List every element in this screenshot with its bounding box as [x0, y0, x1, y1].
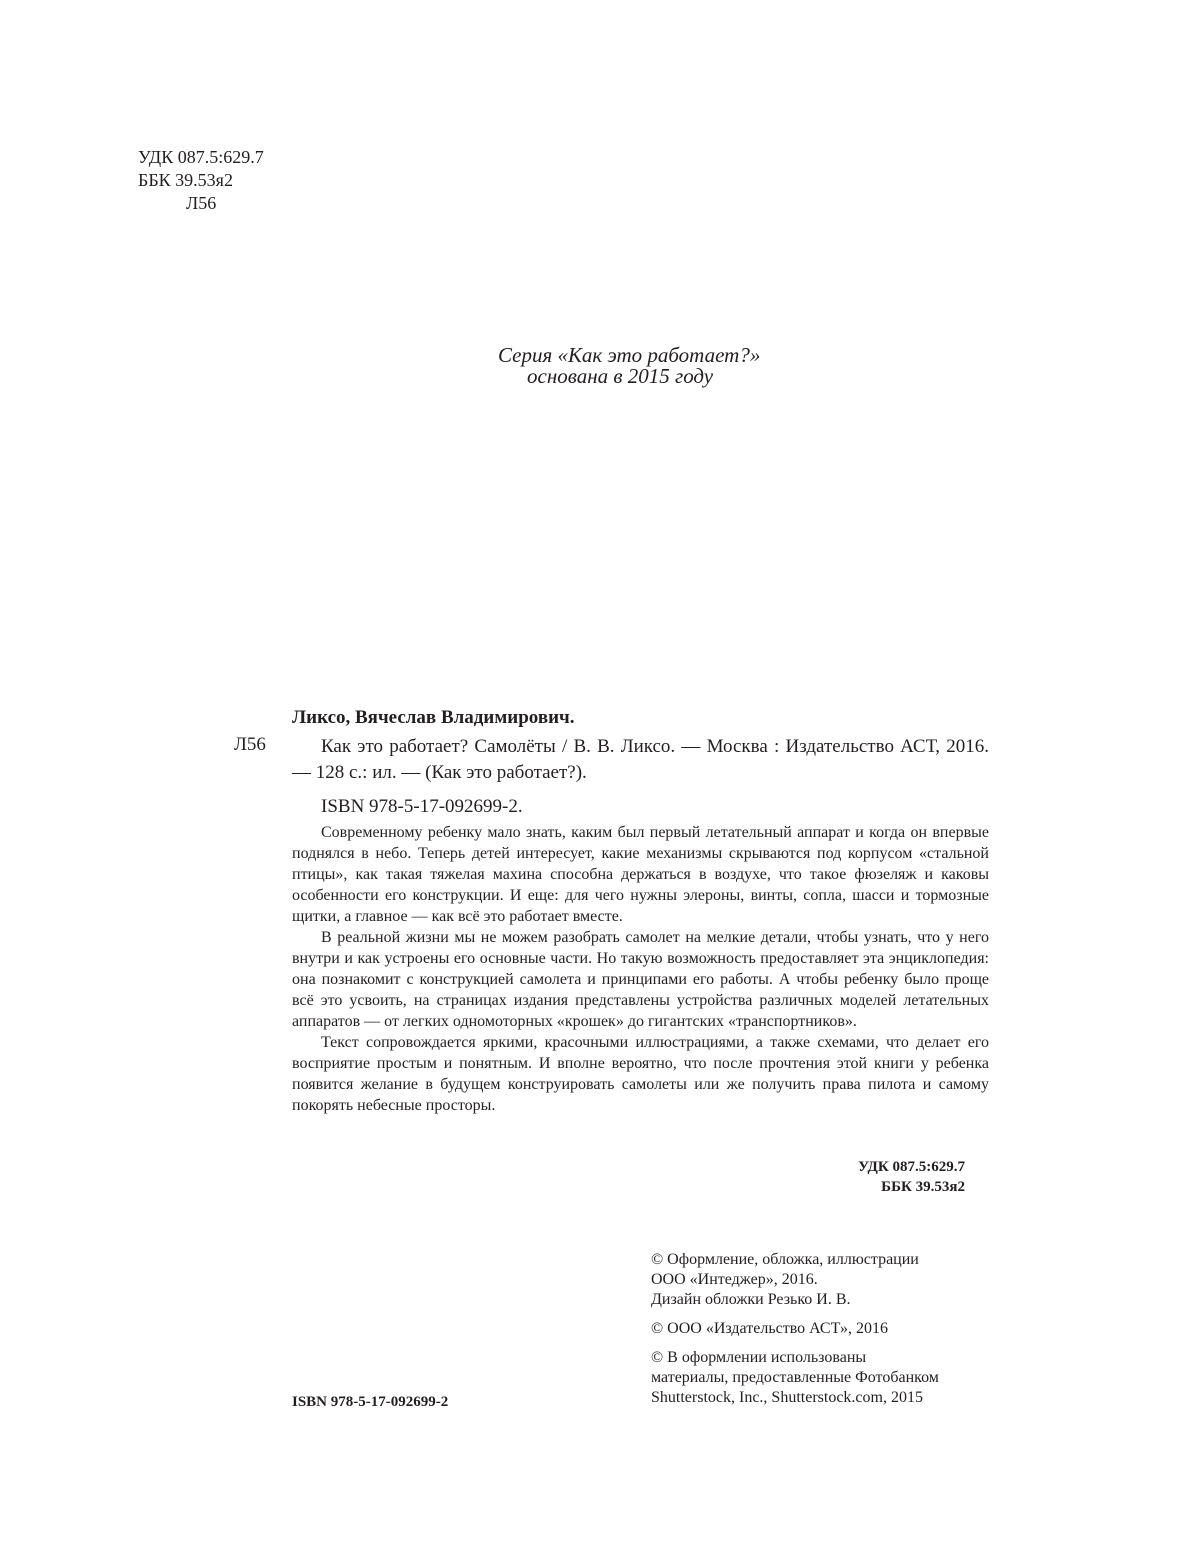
bottom-udk-code: УДК 087.5:629.7 — [858, 1159, 965, 1175]
catalog-author: Ликсо, Вячеслав Владимирович. — [292, 707, 575, 728]
copyright-photos-line-1: © В оформлении использованы — [651, 1349, 867, 1366]
copyright-publisher: © ООО «Издательство АСТ», 2016 — [651, 1320, 888, 1337]
udk-code: УДК 087.5:629.7 — [138, 147, 264, 167]
copyright-photos-line-3: Shutterstock, Inc., Shutterstock.com, 2015 — [651, 1389, 923, 1406]
copyright-photos-line-2: материалы, предоставленные Фотобанком — [651, 1369, 939, 1386]
copyright-photos — [651, 1348, 996, 1408]
copyright-design-line-2: ООО «Интеджер», 2016. — [651, 1271, 818, 1288]
isbn-bottom: ISBN 978-5-17-092699-2 — [292, 1394, 449, 1410]
abstract-paragraph: Текст сопровождается яркими, красочными иллюстрациями, а также схемами, что делает его восприятие простым и понятным. И вполне вероятно, что после прочтения этой книги у ребенка появится желание в будущем конструировать самолеты или же получить права пилота и самому покорять небесные просторы. — [292, 1034, 989, 1114]
header-classification-codes — [138, 146, 264, 215]
catalog-isbn: ISBN 978-5-17-092699-2. — [321, 796, 523, 817]
bottom-bbk-code: ББК 39.53я2 — [881, 1179, 965, 1195]
catalog-author-mark: Л56 — [234, 734, 266, 755]
abstract — [292, 822, 989, 1116]
catalog-description: Как это работает? Самолёты / В. В. Ликсо. — Москва : Издательство АСТ, 2016. — 128 с.: ил. — (Как это работает?). — [292, 736, 989, 783]
copyright-design-line-3: Дизайн обложки Резько И. В. — [651, 1291, 851, 1308]
abstract-paragraph: Современному ребенку мало знать, каким был первый летательный аппарат и когда он впервые поднялся в небо. Теперь детей интересует, какие механизмы скрываются под корпусом «стальной птицы», как такая тяжелая махина способна держаться в воздухе, что такое фюзеляж и каковы особенности его конструкции. И еще: для чего нужны элероны, винты, сопла, шасси и тормозные щитки, а главное — как всё это работает вместе. — [292, 824, 989, 925]
copyright-block — [651, 1250, 996, 1417]
copyright-design-line-1: © Оформление, обложка, иллюстрации — [651, 1251, 919, 1268]
series-line-1: Серия «Как это работает?» — [498, 343, 761, 367]
author-mark: Л56 — [186, 193, 217, 213]
bbk-code: ББК 39.53я2 — [138, 170, 233, 190]
bottom-classification-codes — [820, 1157, 965, 1197]
series-line-2: основана в 2015 году — [527, 364, 714, 388]
abstract-paragraph: В реальной жизни мы не можем разобрать самолет на мелкие детали, чтобы узнать, что у него внутри и как устроены его основные части. Но такую возможность предоставляет эта энциклопедия: она познакомит с конструкцией самолета и принципами его работы. А чтобы ребенку было проще всё это усвоить, на страницах издания представлены устройства различных моделей летательных аппаратов — от легких одномоторных «крошек» до гигантских «транспортников». — [292, 929, 989, 1030]
copyright-design — [651, 1250, 996, 1310]
catalog-record — [292, 734, 989, 820]
series-note — [498, 345, 760, 387]
